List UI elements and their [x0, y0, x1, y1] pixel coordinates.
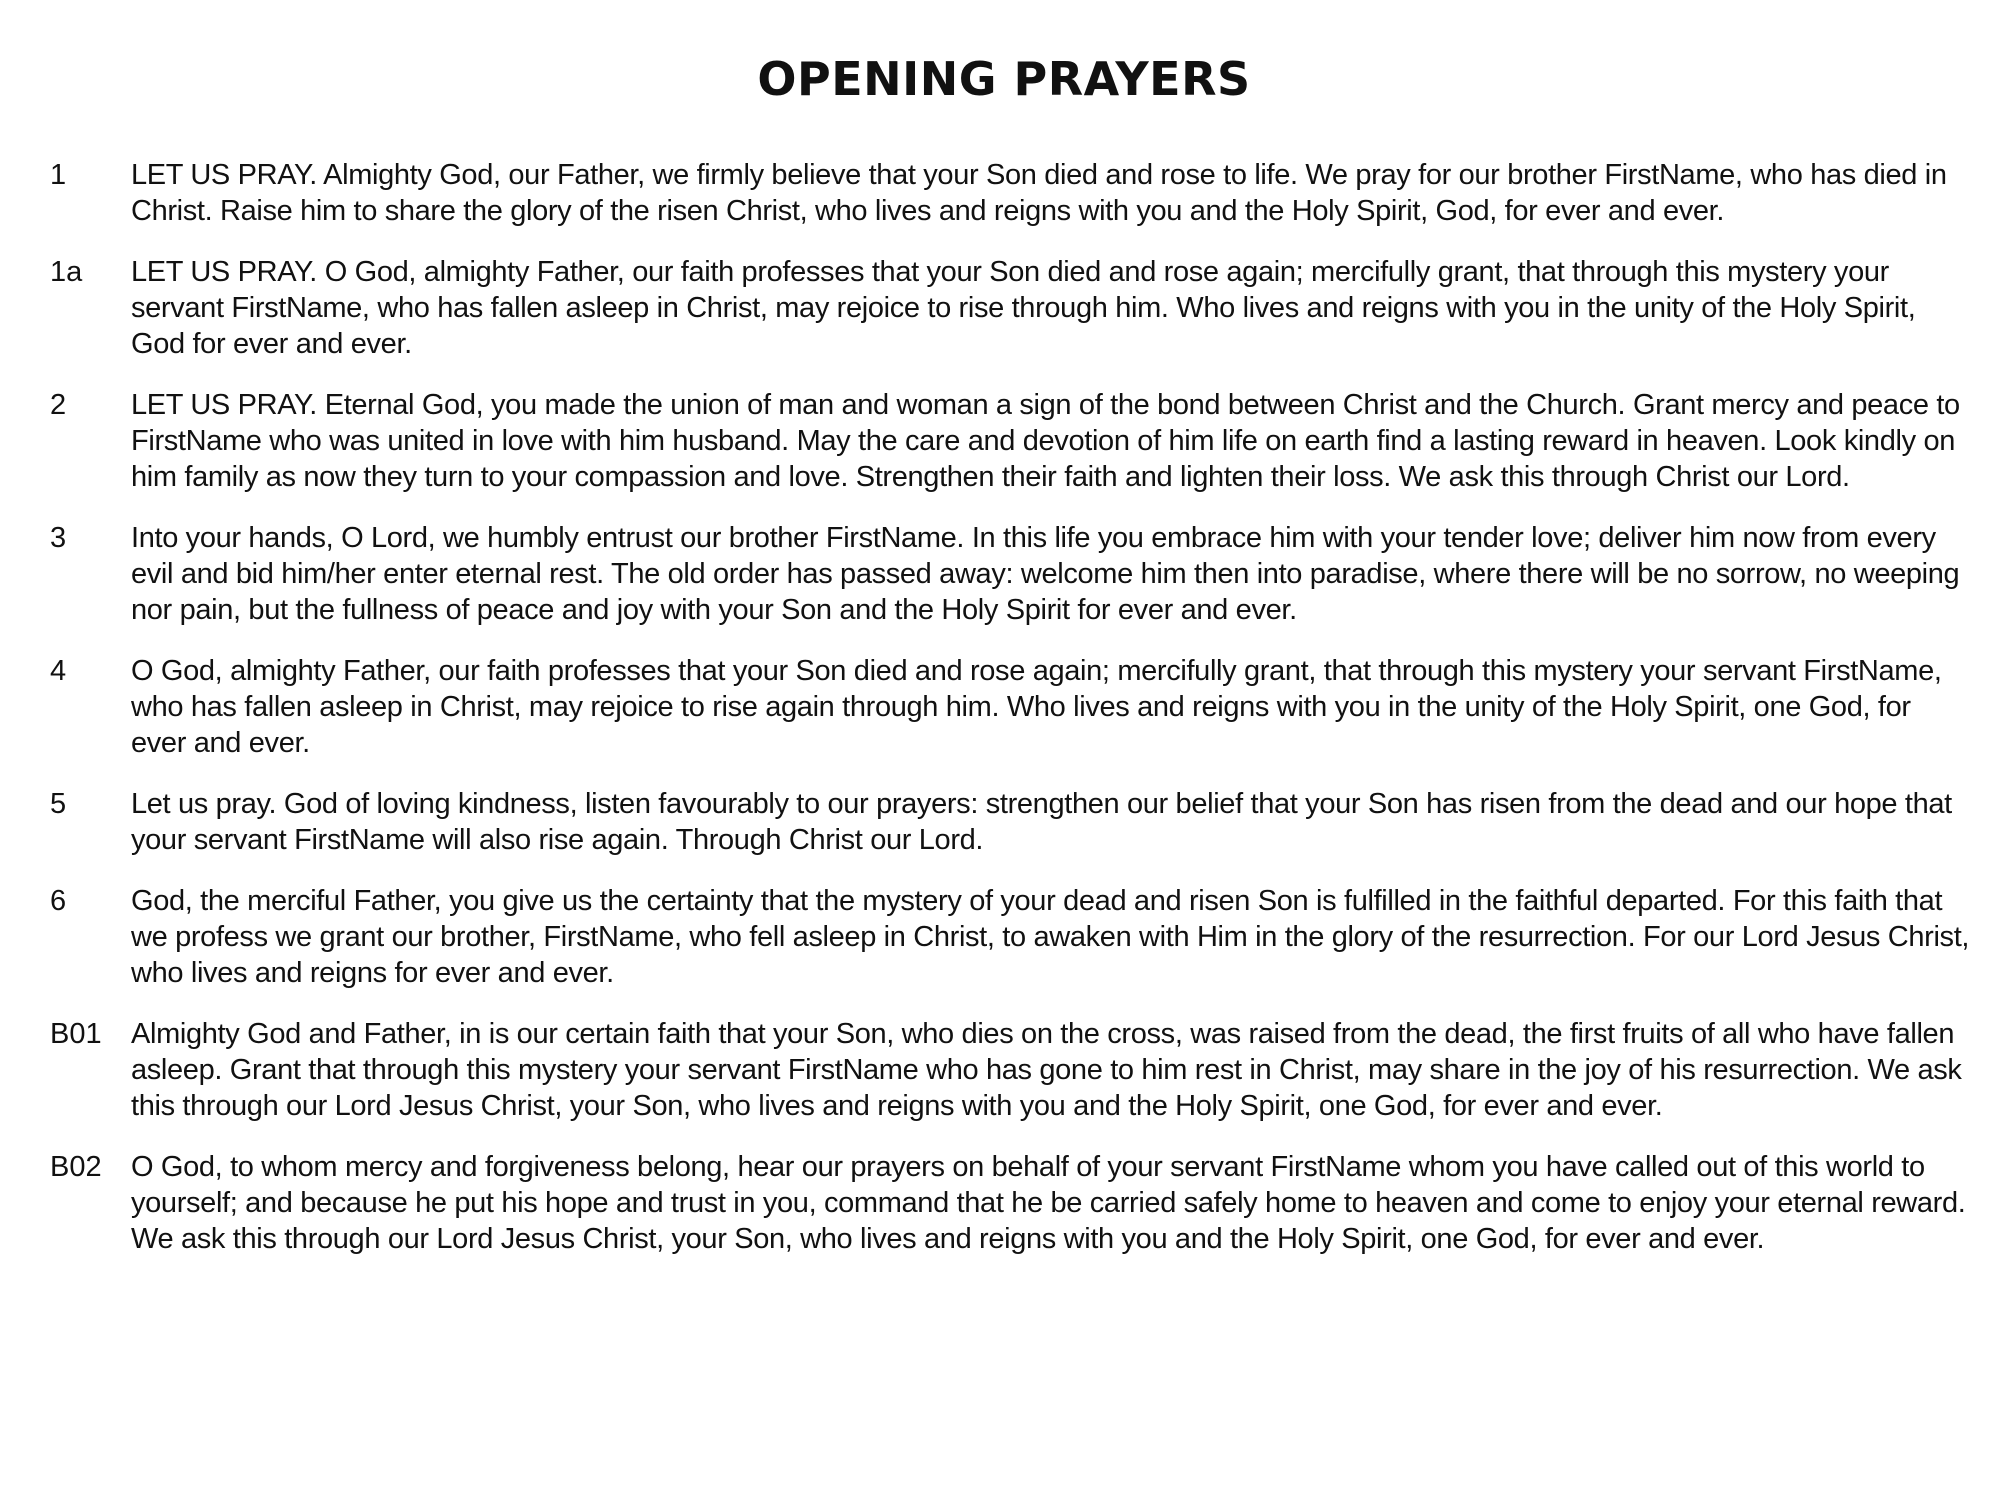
prayer-number: 6 — [50, 885, 67, 917]
prayer-number: B01 — [50, 1018, 102, 1050]
prayer-item-1a — [50, 254, 1970, 362]
prayer-item-5 — [50, 786, 1970, 858]
prayer-text: O God, almighty Father, our faith professes that your Son died and rose again; mercifully grant, that through this mystery your servant FirstName, who has fallen asleep in Christ, may rejoice to rise again through him. Who lives and reigns with you in the unity of the Holy Spirit, one God, for ever and ever. — [131, 655, 1942, 759]
prayer-text: O God, to whom mercy and forgiveness belong, hear our prayers on behalf of your servant FirstName whom you have called out of this world to yourself; and because he put his hope and trust in you, command that he be carried safely home to heaven and come to enjoy your eternal reward. We ask this through our Lord Jesus Christ, your Son, who lives and reigns with you and the Holy Spirit, one God, for ever and ever. — [131, 1151, 1966, 1255]
prayer-number: 3 — [50, 522, 67, 554]
prayer-text: Let us pray. God of loving kindness, listen favourably to our prayers: strengthen our belief that your Son has risen from the dead and our hope that your servant FirstName will also rise again. Through Christ our Lord. — [131, 788, 1952, 856]
prayer-item-2 — [50, 387, 1970, 495]
prayer-number: 1 — [50, 159, 67, 191]
prayer-item-4 — [50, 653, 1970, 761]
prayer-number: 2 — [50, 389, 67, 421]
prayer-number: 5 — [50, 788, 67, 820]
prayer-item-6 — [50, 883, 1970, 991]
prayer-number: 1a — [50, 256, 83, 288]
prayer-item-1 — [50, 157, 1970, 229]
page-title: OPENING PRAYERS — [757, 52, 1251, 106]
prayer-text: LET US PRAY. Almighty God, our Father, we firmly believe that your Son died and rose to life. We pray for our brother FirstName, who has died in Christ. Raise him to share the glory of the risen Christ, who lives and reigns with you and the Holy Spirit, God, for ever and ever. — [131, 159, 1947, 227]
prayer-text: LET US PRAY. O God, almighty Father, our faith professes that your Son died and rose again; mercifully grant, that through this mystery your servant FirstName, who has fallen asleep in Christ, may rejoice to rise through him. Who lives and reigns with you in the unity of the Holy Spirit, God for ever and ever. — [131, 256, 1916, 360]
prayer-number: B02 — [50, 1151, 102, 1183]
prayer-item-b01 — [50, 1016, 1970, 1124]
prayer-text: LET US PRAY. Eternal God, you made the union of man and woman a sign of the bond between Christ and the Church. Grant mercy and peace to FirstName who was united in love with him husband. May the care and devotion of him life on earth find a lasting reward in heaven. Look kindly on him family as now they turn to your compassion and love. Strengthen their faith and lighten their loss. We ask this through Christ our Lord. — [131, 389, 1960, 493]
prayer-item-3 — [50, 520, 1970, 628]
prayer-text: Into your hands, O Lord, we humbly entrust our brother FirstName. In this life you embrace him with your tender love; deliver him now from every evil and bid him/her enter eternal rest. The old order has passed away: welcome him then into paradise, where there will be no sorrow, no weeping nor pain, but the fullness of peace and joy with your Son and the Holy Spirit for ever and ever. — [131, 522, 1960, 626]
prayer-list — [50, 157, 1970, 1282]
prayer-item-b02 — [50, 1149, 1970, 1257]
prayer-text: God, the merciful Father, you give us the certainty that the mystery of your dead and risen Son is fulfilled in the faithful departed. For this faith that we profess we grant our brother, FirstName, who fell asleep in Christ, to awaken with Him in the glory of the resurrection. For our Lord Jesus Christ, who lives and reigns for ever and ever. — [131, 885, 1970, 989]
prayer-text: Almighty God and Father, in is our certain faith that your Son, who dies on the cross, was raised from the dead, the first fruits of all who have fallen asleep. Grant that through this mystery your servant FirstName who has gone to him rest in Christ, may share in the joy of his resurrection. We ask this through our Lord Jesus Christ, your Son, who lives and reigns with you and the Holy Spirit, one God, for ever and ever. — [131, 1018, 1962, 1122]
prayer-number: 4 — [50, 655, 67, 687]
